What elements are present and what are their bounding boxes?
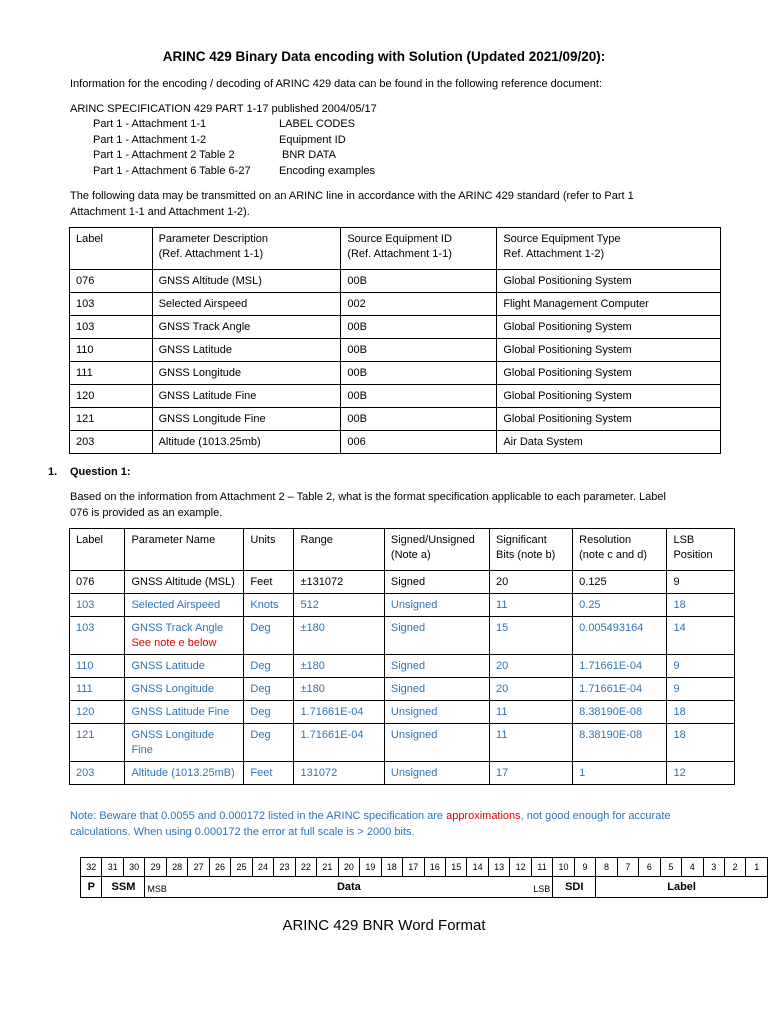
bit-number: 7 <box>617 858 638 877</box>
column-header <box>70 529 125 571</box>
table-cell: GNSS Altitude (MSL) <box>152 270 341 293</box>
cell-text: GNSS Longitude <box>131 683 215 695</box>
header-line: Bits (note b) <box>496 549 556 561</box>
transmit-text-line1: The following data may be transmitted on an ARINC line in accordance with the ARINC 429 standard (refer to Part 1 <box>70 190 634 202</box>
table-cell: 00B <box>341 362 497 385</box>
cell-text: 0.25 <box>579 599 601 611</box>
bit-number: 13 <box>488 858 509 877</box>
bit-number: 24 <box>252 858 273 877</box>
table-cell <box>573 678 667 701</box>
table-cell <box>667 617 735 655</box>
reference-part: Part 1 - Attachment 1-1 <box>93 118 207 130</box>
cell-text: 111 <box>76 683 93 695</box>
table-cell: GNSS Latitude Fine <box>152 385 341 408</box>
header-line: Label <box>76 534 103 546</box>
table-cell <box>667 762 735 785</box>
column-header <box>573 529 667 571</box>
cell-text: 20 <box>496 576 509 588</box>
table-cell <box>384 724 489 762</box>
cell-text: Unsigned <box>390 599 438 611</box>
table-cell <box>244 701 294 724</box>
table-cell <box>384 617 489 655</box>
note-highlight: approximations <box>446 810 521 822</box>
table-cell: 203 <box>70 431 153 454</box>
table-cell: 00B <box>341 385 497 408</box>
cell-text: 512 <box>300 599 319 611</box>
header-line: Parameter Name <box>131 534 216 546</box>
table-cell: 002 <box>341 293 497 316</box>
cell-text: Signed <box>390 660 426 672</box>
note-prefix: Note: Beware that 0.0055 and 0.000172 listed in the ARINC specification are <box>70 810 447 822</box>
cell-text: 9 <box>673 660 680 672</box>
table-cell <box>125 724 244 762</box>
table-cell <box>70 701 125 724</box>
header-line: Signed/Unsigned <box>390 534 475 546</box>
cell-text: ±131072 <box>300 576 344 588</box>
table-cell: 076 <box>70 270 153 293</box>
table-cell <box>573 594 667 617</box>
bit-number: 21 <box>317 858 338 877</box>
table-cell: Global Positioning System <box>497 339 721 362</box>
transmit-text-line2: Attachment 1-1 and Attachment 1-2). <box>70 206 250 218</box>
table-cell: 006 <box>341 431 497 454</box>
table-cell <box>125 762 244 785</box>
table-cell <box>125 617 244 655</box>
table-row <box>70 293 721 316</box>
cell-text: GNSS Latitude Fine <box>131 706 230 718</box>
table-cell: 103 <box>70 293 153 316</box>
cell-text: Unsigned <box>390 767 438 779</box>
table-cell <box>384 571 489 594</box>
cell-text: ±180 <box>300 622 325 634</box>
table-cell <box>125 594 244 617</box>
table-cell <box>70 617 125 655</box>
reference-part: Part 1 - Attachment 6 Table 6-27 <box>93 165 251 177</box>
header-line: (note c and d) <box>579 549 648 561</box>
cell-text: Selected Airspeed <box>131 599 221 611</box>
column-header <box>490 529 573 571</box>
cell-text: 120 <box>76 706 95 718</box>
table-cell <box>384 594 489 617</box>
table-cell <box>490 762 573 785</box>
header-line: Significant <box>496 534 547 546</box>
intro-text: Information for the encoding / decoding of ARINC 429 data can be found in the following reference document: <box>70 78 603 90</box>
cell-text: 15 <box>496 622 509 634</box>
table-cell <box>490 571 573 594</box>
column-header <box>125 529 244 571</box>
cell-text: 076 <box>76 576 95 588</box>
table-cell <box>490 617 573 655</box>
table-cell <box>667 655 735 678</box>
reference-description: BNR DATA <box>282 149 336 161</box>
approximation-note <box>70 808 730 840</box>
table-cell <box>70 678 125 701</box>
question-text-line1: Based on the information from Attachment 2 – Table 2, what is the format specification applicable to each parameter. Label <box>70 491 666 503</box>
bit-number: 23 <box>274 858 295 877</box>
table-cell: Global Positioning System <box>497 408 721 431</box>
reference-description: Encoding examples <box>279 165 376 177</box>
header-line: (Ref. Attachment 1-1) <box>158 248 264 260</box>
cell-text: 0.005493164 <box>579 622 644 634</box>
table-cell: 121 <box>70 408 153 431</box>
table-cell <box>667 678 735 701</box>
msb-marker: MSB <box>147 884 167 894</box>
bit-number: 2 <box>724 858 745 877</box>
cell-text: ±180 <box>300 683 325 695</box>
table-cell <box>70 571 125 594</box>
bit-number: 22 <box>295 858 316 877</box>
question-number: 1. <box>48 466 58 478</box>
table-cell <box>244 617 294 655</box>
table-cell: GNSS Longitude Fine <box>152 408 341 431</box>
parity-field: P <box>81 877 102 898</box>
table-cell: GNSS Longitude <box>152 362 341 385</box>
bit-number: 18 <box>381 858 402 877</box>
cell-text: 18 <box>673 706 686 718</box>
table-cell <box>573 617 667 655</box>
table-cell <box>384 762 489 785</box>
table-cell: GNSS Latitude <box>152 339 341 362</box>
bit-number-row <box>81 858 768 877</box>
cell-text: Deg <box>250 729 271 741</box>
bit-number: 31 <box>102 858 123 877</box>
header-line: Position <box>673 549 713 561</box>
table-cell <box>70 724 125 762</box>
cell-text: 9 <box>673 683 680 695</box>
cell-text: Signed <box>390 576 426 588</box>
cell-text: 20 <box>496 683 509 695</box>
table-row <box>70 431 721 454</box>
table-row <box>70 339 721 362</box>
table-cell: Global Positioning System <box>497 385 721 408</box>
cell-text: ±180 <box>300 660 325 672</box>
table-cell <box>125 655 244 678</box>
bit-number: 4 <box>682 858 703 877</box>
cell-text: 121 <box>76 729 95 741</box>
bit-number: 32 <box>81 858 102 877</box>
table-row <box>70 724 735 762</box>
label-field: Label <box>596 877 768 898</box>
bit-number: 8 <box>596 858 617 877</box>
table-cell <box>384 701 489 724</box>
cell-text: 8.38190E-08 <box>579 729 643 741</box>
reference-part: Part 1 - Attachment 1-2 <box>93 134 207 146</box>
cell-note: See note e below <box>131 637 217 649</box>
cell-text: Deg <box>250 622 271 634</box>
table-row <box>70 678 735 701</box>
table-cell <box>125 678 244 701</box>
table-cell <box>294 617 384 655</box>
cell-text: 1.71661E-04 <box>300 729 364 741</box>
sdi-field: SDI <box>553 877 596 898</box>
cell-text: 1.71661E-04 <box>579 683 643 695</box>
bit-number: 25 <box>231 858 252 877</box>
table-row <box>70 762 735 785</box>
cell-text: 12 <box>673 767 686 779</box>
cell-text: Knots <box>250 599 279 611</box>
question-title: Question 1: <box>70 466 131 478</box>
table-header-row <box>70 529 735 571</box>
column-header <box>341 228 497 270</box>
cell-text: 103 <box>76 622 95 634</box>
cell-text: Feet <box>250 767 273 779</box>
table-cell <box>490 655 573 678</box>
header-line: Label <box>76 233 103 245</box>
cell-text: Deg <box>250 706 271 718</box>
bit-number: 5 <box>660 858 681 877</box>
header-line: Source Equipment ID <box>347 233 452 245</box>
header-line: Range <box>300 534 333 546</box>
note-suffix: , not good enough for accurate calculations. When using 0.000172 the error at full scale is > 2000 bits. <box>70 810 671 838</box>
table-cell <box>125 571 244 594</box>
format-spec-table <box>69 528 735 785</box>
bit-number: 19 <box>360 858 381 877</box>
header-line: (Note a) <box>390 549 431 561</box>
bit-number: 27 <box>188 858 209 877</box>
table-cell: Air Data System <box>497 431 721 454</box>
table-cell <box>294 594 384 617</box>
table-row <box>70 617 735 655</box>
table-row <box>70 571 735 594</box>
cell-text: 20 <box>496 660 509 672</box>
header-line: (Ref. Attachment 1-1) <box>347 248 452 260</box>
header-line: Units <box>250 534 276 546</box>
cell-text: Altitude (1013.25mB) <box>131 767 235 779</box>
equipment-table <box>69 227 721 454</box>
bit-number: 26 <box>209 858 230 877</box>
cell-text: Deg <box>250 683 271 695</box>
column-header <box>244 529 294 571</box>
bit-number: 30 <box>123 858 144 877</box>
table-cell: 111 <box>70 362 153 385</box>
table-cell: 110 <box>70 339 153 362</box>
question-text-line2: 076 is provided as an example. <box>70 507 223 519</box>
header-line: LSB <box>673 534 695 546</box>
bit-number: 28 <box>166 858 187 877</box>
table-cell <box>490 724 573 762</box>
table-cell <box>244 678 294 701</box>
cell-text: 1.71661E-04 <box>579 660 643 672</box>
cell-text: 11 <box>496 706 508 718</box>
ssm-field: SSM <box>102 877 145 898</box>
reference-part: Part 1 - Attachment 2 Table 2 <box>93 149 235 161</box>
table-cell <box>125 701 244 724</box>
table-cell: Flight Management Computer <box>497 293 721 316</box>
table-cell <box>667 701 735 724</box>
table-cell: Altitude (1013.25mb) <box>152 431 341 454</box>
table-cell: 00B <box>341 408 497 431</box>
table-cell: Global Positioning System <box>497 270 721 293</box>
table-cell: 00B <box>341 339 497 362</box>
table-row <box>70 385 721 408</box>
cell-text: Signed <box>390 683 426 695</box>
table-cell: Selected Airspeed <box>152 293 341 316</box>
table-cell <box>294 701 384 724</box>
bit-number: 17 <box>403 858 424 877</box>
cell-text: 18 <box>673 729 686 741</box>
column-header <box>667 529 735 571</box>
table-cell <box>244 655 294 678</box>
table-cell: 00B <box>341 270 497 293</box>
cell-text: GNSS Altitude (MSL) <box>131 576 235 588</box>
table-cell <box>294 571 384 594</box>
cell-text: 103 <box>76 599 95 611</box>
bit-number: 10 <box>553 858 574 877</box>
bit-number: 15 <box>445 858 466 877</box>
table-cell <box>573 724 667 762</box>
cell-text: Unsigned <box>390 706 438 718</box>
column-header <box>294 529 384 571</box>
table-cell <box>573 571 667 594</box>
cell-text: 203 <box>76 767 95 779</box>
bit-number: 3 <box>703 858 724 877</box>
spec-reference: ARINC SPECIFICATION 429 PART 1-17 published 2004/05/17 <box>70 103 377 115</box>
column-header <box>152 228 341 270</box>
table-cell <box>490 701 573 724</box>
bit-number: 14 <box>467 858 488 877</box>
cell-text: 8.38190E-08 <box>579 706 643 718</box>
table-row <box>70 408 721 431</box>
table-cell <box>294 724 384 762</box>
cell-text: Unsigned <box>390 729 438 741</box>
cell-text: 11 <box>496 599 508 611</box>
column-header <box>384 529 489 571</box>
table-cell <box>244 594 294 617</box>
table-cell <box>573 655 667 678</box>
table-cell: 120 <box>70 385 153 408</box>
table-cell <box>490 594 573 617</box>
table-cell <box>294 678 384 701</box>
header-line: Resolution <box>579 534 632 546</box>
bit-number: 9 <box>574 858 595 877</box>
column-header <box>497 228 721 270</box>
cell-text: 110 <box>76 660 94 672</box>
cell-text: 1 <box>579 767 586 779</box>
table-cell: 103 <box>70 316 153 339</box>
table-row <box>70 362 721 385</box>
bnr-word-caption: ARINC 429 BNR Word Format <box>282 917 486 934</box>
data-field <box>145 877 553 898</box>
bit-number: 6 <box>639 858 660 877</box>
cell-text: GNSS Latitude <box>131 660 205 672</box>
cell-text: GNSS Longitude Fine <box>131 729 215 756</box>
table-cell: GNSS Track Angle <box>152 316 341 339</box>
table-cell <box>244 762 294 785</box>
cell-text: 9 <box>673 576 680 588</box>
document-title: ARINC 429 Binary Data encoding with Solution (Updated 2021/09/20): <box>162 49 606 64</box>
header-line: Ref. Attachment 1-2) <box>503 248 605 260</box>
cell-text: 17 <box>496 767 509 779</box>
reference-description: Equipment ID <box>279 134 346 146</box>
table-header-row <box>70 228 721 270</box>
table-cell <box>294 762 384 785</box>
table-row <box>70 270 721 293</box>
header-line: Parameter Description <box>158 233 268 245</box>
table-cell <box>573 762 667 785</box>
bit-field-row <box>81 877 768 898</box>
bit-number: 1 <box>746 858 768 877</box>
table-cell <box>667 724 735 762</box>
bit-number: 20 <box>338 858 359 877</box>
lsb-marker: LSB <box>533 884 551 894</box>
table-cell: 00B <box>341 316 497 339</box>
column-header <box>70 228 153 270</box>
data-label: Data <box>336 881 361 893</box>
table-cell <box>490 678 573 701</box>
cell-text: GNSS Track Angle <box>131 622 224 634</box>
table-cell: Global Positioning System <box>497 362 721 385</box>
table-cell <box>667 594 735 617</box>
header-line: Source Equipment Type <box>503 233 621 245</box>
table-cell <box>244 571 294 594</box>
bit-number: 11 <box>531 858 552 877</box>
table-cell <box>294 655 384 678</box>
bit-number: 16 <box>424 858 445 877</box>
cell-text: 14 <box>673 622 686 634</box>
bit-number: 12 <box>510 858 531 877</box>
table-cell <box>244 724 294 762</box>
table-row <box>70 316 721 339</box>
table-cell <box>384 678 489 701</box>
cell-text: 131072 <box>300 767 338 779</box>
cell-text: 1.71661E-04 <box>300 706 364 718</box>
cell-text: Deg <box>250 660 271 672</box>
table-cell <box>384 655 489 678</box>
table-cell: Global Positioning System <box>497 316 721 339</box>
cell-text: 18 <box>673 599 686 611</box>
cell-text: Signed <box>390 622 426 634</box>
cell-text: Feet <box>250 576 273 588</box>
cell-text: 11 <box>496 729 508 741</box>
table-cell <box>70 762 125 785</box>
bnr-word-diagram <box>80 857 768 898</box>
table-cell <box>70 655 125 678</box>
cell-text: 0.125 <box>579 576 607 588</box>
reference-description: LABEL CODES <box>279 118 356 130</box>
table-cell <box>70 594 125 617</box>
table-row <box>70 594 735 617</box>
table-cell <box>667 571 735 594</box>
table-row <box>70 655 735 678</box>
table-cell <box>573 701 667 724</box>
table-row <box>70 701 735 724</box>
bit-number: 29 <box>145 858 166 877</box>
